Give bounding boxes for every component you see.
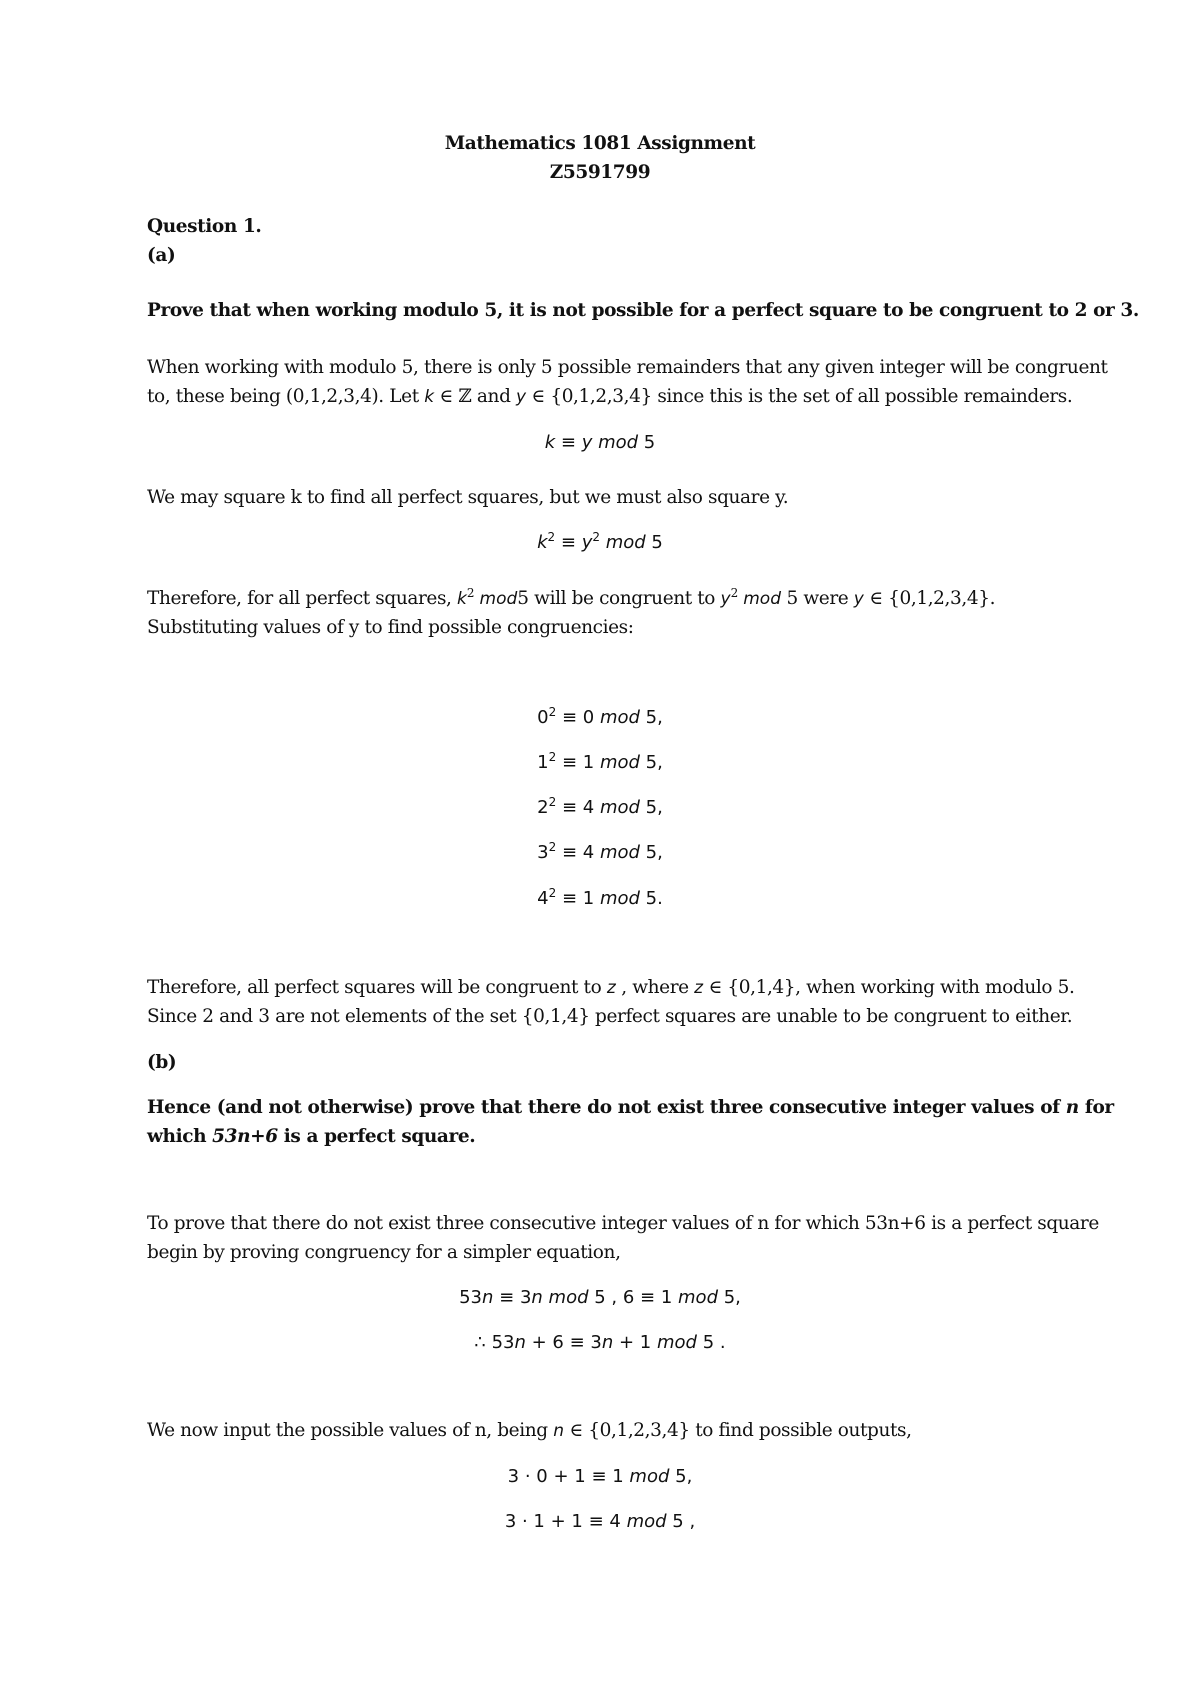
document-title: Mathematics 1081 Assignment: [444, 133, 756, 154]
part-b-prompt-line2: which 53n+6 is a perfect square.: [147, 1126, 476, 1147]
part-b-intro-line2: begin by proving congruency for a simpler equation,: [147, 1242, 621, 1263]
equation-k-squared: $k^2 \equiv y^2$ mod 5: [537, 530, 663, 553]
output-row: 3 · 1 + 1 ≡ 4 mod 5 ,: [504, 1511, 696, 1532]
part-b-label: (b): [147, 1052, 177, 1073]
congruence-row: $3^2 \equiv 4$ mod 5,: [537, 840, 663, 863]
congruence-row: $0^2 \equiv 0$ mod 5,: [537, 705, 663, 728]
equation-53n: 53n ≡ 3n mod 5 , 6 ≡ 1 mod 5,: [459, 1287, 741, 1308]
therefore-line: Therefore, for all perfect squares, $k^2$ mod5 will be congruent to $y^2$ mod 5 were y ∈ {0,1,2,3,4}.: [147, 586, 996, 609]
part-b-prompt-line1: Hence (and not otherwise) prove that there do not exist three consecutive integer values of n for: [147, 1097, 1114, 1118]
part-a-label: (a): [147, 245, 176, 266]
question-heading: Question 1.: [147, 216, 262, 237]
conclusion-line2: Since 2 and 3 are not elements of the set {0,1,4} perfect squares are unable to be congruent to either.: [147, 1006, 1073, 1027]
student-id: Z5591799: [549, 162, 651, 183]
equation-k-mod: k ≡ y mod 5: [544, 432, 656, 453]
part-a-intro-line1: When working with modulo 5, there is only 5 possible remainders that any given integer will be congruent: [147, 357, 1108, 378]
part-b-intro-line1: To prove that there do not exist three consecutive integer values of n for which 53n+6 is a perfect square: [147, 1213, 1099, 1234]
conclusion-line1: Therefore, all perfect squares will be congruent to z , where z ∈ {0,1,4}, when working with modulo 5.: [147, 977, 1075, 998]
square-text: We may square k to find all perfect squares, but we must also square y.: [147, 487, 789, 508]
part-a-prompt: Prove that when working modulo 5, it is not possible for a perfect square to be congruent to 2 or 3.: [147, 300, 1139, 321]
equation-53n-plus-6: ∴ 53n + 6 ≡ 3n + 1 mod 5 .: [474, 1332, 726, 1353]
substituting-text: Substituting values of y to find possible congruencies:: [147, 617, 634, 638]
output-row: 3 · 0 + 1 ≡ 1 mod 5,: [507, 1466, 693, 1487]
input-values-text: We now input the possible values of n, being n ∈ {0,1,2,3,4} to find possible outputs,: [147, 1420, 912, 1441]
part-a-intro-line2: to, these being (0,1,2,3,4). Let k ∈ ℤ and y ∈ {0,1,2,3,4} since this is the set of all possible remainders.: [147, 386, 1073, 407]
congruence-row: $2^2 \equiv 4$ mod 5,: [537, 795, 663, 818]
congruence-row: $4^2 \equiv 1$ mod 5.: [537, 886, 663, 909]
congruence-row: $1^2 \equiv 1$ mod 5,: [537, 750, 663, 773]
